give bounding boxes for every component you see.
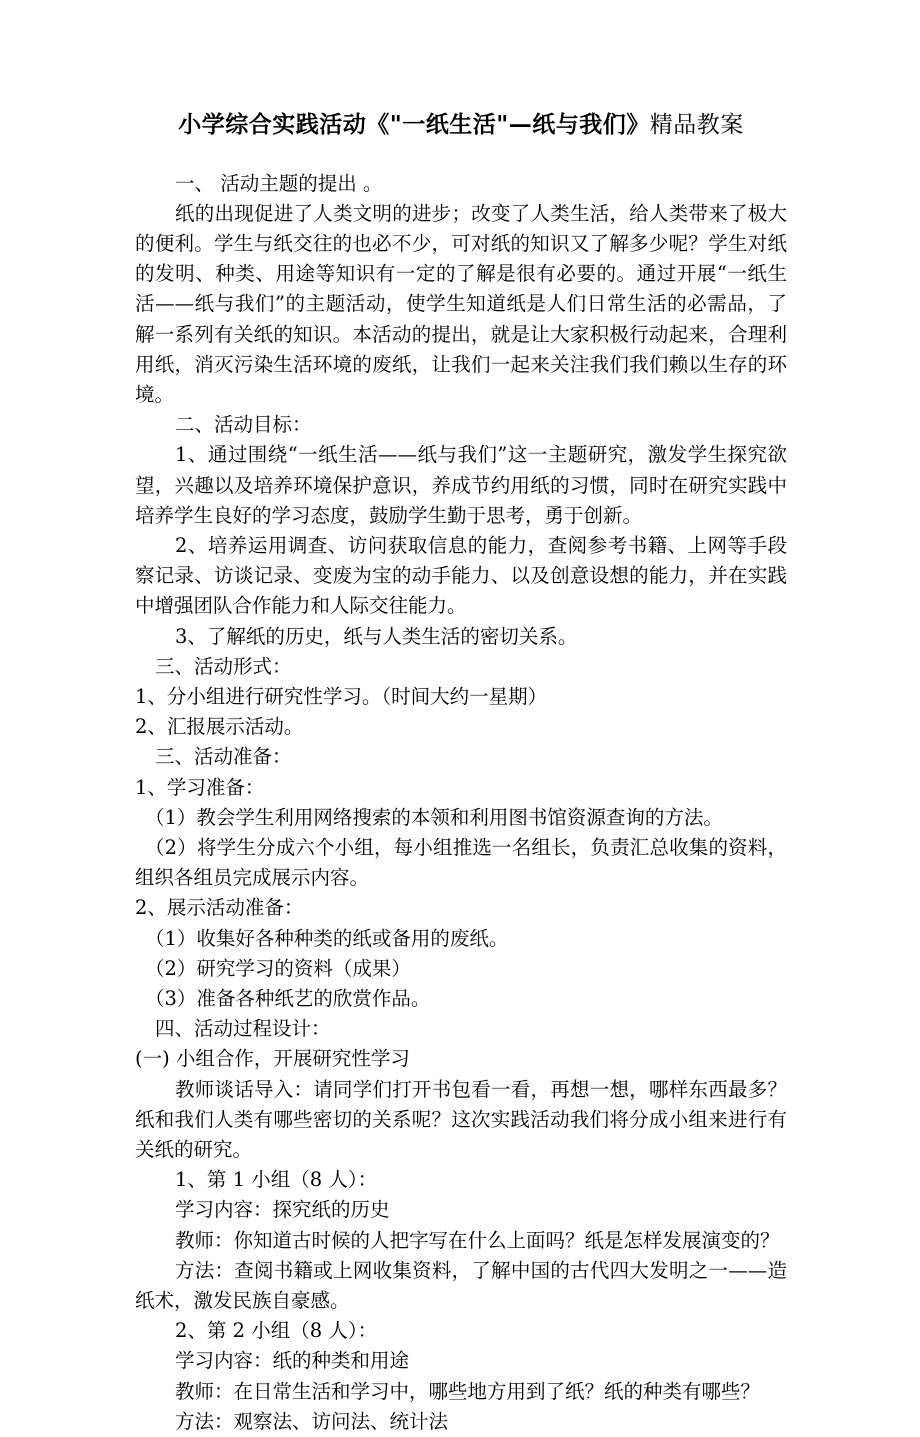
goal-item-2: 2、培养运用调查、访问获取信息的能力，查阅参考书籍、上网等手段察记录、访谈记录、变废为宝的动手能力、以及创意设想的能力，并在实践中增强团队合作能力和人际交往能力。	[135, 531, 787, 622]
group-2-title: 2、第 2 小组（8 人）：	[135, 1316, 787, 1346]
preparation-item-study: 1、学习准备：	[135, 773, 787, 803]
group-1-method: 方法：查阅书籍或上网收集资料，了解中国的古代四大发明之一——造纸术，激发民族自豪感。	[135, 1256, 787, 1316]
page-title-main: 小学综合实践活动《"一纸生活"—纸与我们》	[178, 111, 649, 138]
goal-item-1: 1、通过围绕“一纸生活——纸与我们”这一主题研究，激发学生探究欲望，兴趣以及培养环境保护意识，养成节约用纸的习惯，同时在研究实践中培养学生良好的学习态度，鼓励学生勤于思考，勇于创新。	[135, 440, 787, 531]
paragraph-teacher-introduction: 教师谈话导入：请同学们打开书包看一看，再想一想，哪样东西最多？纸和我们人类有哪些密切的关系呢？这次实践活动我们将分成小组来进行有关纸的研究。	[135, 1075, 787, 1166]
group-1-teacher-question: 教师：你知道古时候的人把字写在什么上面吗？纸是怎样发展演变的？	[135, 1226, 787, 1256]
group-2-study-content: 学习内容：纸的种类和用途	[135, 1346, 787, 1376]
section-heading-activity-theme: 一、 活动主题的提出 。	[135, 169, 787, 199]
preparation-item-display-1: （1）收集好各种种类的纸或备用的废纸。	[135, 924, 787, 954]
process-subheading-group-cooperation: (一) 小组合作，开展研究性学习	[135, 1044, 787, 1074]
section-heading-activity-preparation: 三、活动准备：	[135, 742, 787, 772]
preparation-item-display: 2、展示活动准备：	[135, 893, 787, 923]
section-heading-activity-process: 四、活动过程设计：	[135, 1014, 787, 1044]
preparation-item-study-1: （1）教会学生利用网络搜索的本领和利用图书馆资源查询的方法。	[135, 803, 787, 833]
section-heading-activity-form: 三、活动形式：	[135, 652, 787, 682]
page-title-suffix: 精品教案	[650, 112, 744, 138]
preparation-item-study-2: （2）将学生分成六个小组，每小组推选一名组长，负责汇总收集的资料，组织各组员完成展示内容。	[135, 833, 787, 893]
group-2-teacher-question: 教师：在日常生活和学习中，哪些地方用到了纸？纸的种类有哪些？	[135, 1377, 787, 1407]
preparation-item-display-2: （2）研究学习的资料（成果）	[135, 954, 787, 984]
document-paragraph-container	[135, 169, 787, 1437]
group-1-study-content: 学习内容：探究纸的历史	[135, 1195, 787, 1225]
document-body	[135, 108, 787, 1437]
group-1-title: 1、第 1 小组（8 人）：	[135, 1165, 787, 1195]
goal-item-3: 3、了解纸的历史，纸与人类生活的密切关系。	[135, 622, 787, 652]
form-item-1: 1、分小组进行研究性学习。（时间大约一星期）	[135, 682, 787, 712]
page-title	[135, 108, 787, 143]
section-heading-activity-goals: 二、活动目标：	[135, 410, 787, 440]
preparation-item-display-3: （3）准备各种纸艺的欣赏作品。	[135, 984, 787, 1014]
group-2-method: 方法：观察法、访问法、统计法	[135, 1407, 787, 1437]
form-item-2: 2、汇报展示活动。	[135, 712, 787, 742]
paragraph-activity-theme-body: 纸的出现促进了人类文明的进步；改变了人类生活，给人类带来了极大的便利。学生与纸交往的也必不少，可对纸的知识又了解多少呢？学生对纸的发明、种类、用途等知识有一定的了解是很有必要的。通过开展“一纸生活——纸与我们”的主题活动，使学生知道纸是人们日常生活的必需品，了解一系列有关纸的知识。本活动的提出，就是让大家积极行动起来，合理利用纸，消灭污染生活环境的废纸，让我们一起来关注我们我们赖以生存的环境。	[135, 199, 787, 410]
